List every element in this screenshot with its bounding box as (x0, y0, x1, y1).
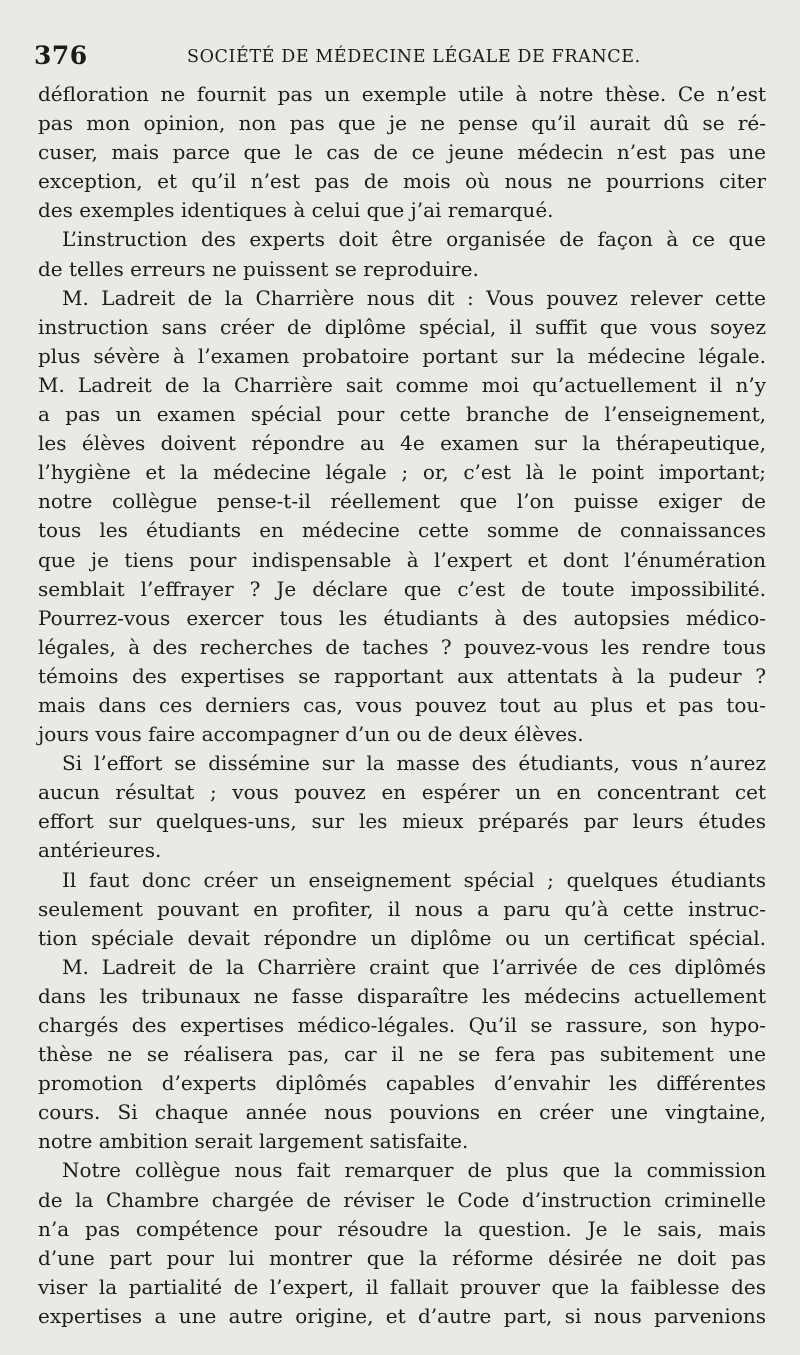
text-line: d’une part pour lui montrer que la réforme désirée ne doit pas (38, 1245, 766, 1270)
text-line: exception, et qu’il n’est pas de mois où nous ne pourrions citer (38, 169, 766, 194)
text-line: promotion d’experts diplômés capables d’envahir les différentes (38, 1071, 766, 1096)
text-line: que je tiens pour indispensable à l’expert et dont l’énumération (38, 547, 766, 572)
text-line: antérieures. (38, 838, 162, 863)
text-line: a pas un examen spécial pour cette branche de l’enseignement, (38, 402, 766, 427)
text-line: aucun résultat ; vous pouvez en espérer un en concentrant cet (38, 780, 766, 805)
text-line: tous les étudiants en médecine cette somme de connaissances (38, 518, 766, 543)
text-line: cuser, mais parce que le cas de ce jeune médecin n’est pas une (38, 140, 766, 165)
text-line: pas mon opinion, non pas que je ne pense qu’il aurait dû se ré- (38, 111, 766, 136)
text-line: tion spéciale devait répondre un diplôme ou un certificat spécial. (38, 925, 766, 950)
text-line: instruction sans créer de diplôme spécial, il suffit que vous soyez (38, 314, 766, 339)
text-line: seulement pouvant en profiter, il nous a paru qu’à cette instruc- (38, 896, 766, 921)
text-line: de telles erreurs ne puissent se reproduire. (38, 256, 479, 281)
text-line: plus sévère à l’examen probatoire portant sur la médecine légale. (38, 343, 766, 368)
text-line: n’a pas compétence pour résoudre la question. Je le sais, mais (38, 1216, 766, 1241)
text-line: thèse ne se réalisera pas, car il ne se fera pas subitement une (38, 1042, 766, 1067)
running-title: SOCIÉTÉ DE MÉDECINE LÉGALE DE FRANCE. (187, 47, 641, 67)
text-line: chargés des expertises médico-légales. Qu’il se rassure, son hypo- (38, 1013, 766, 1037)
text-line: l’hygiène et la médecine légale ; or, c’est là le point important; (38, 460, 766, 485)
text-line: viser la partialité de l’expert, il fallait prouver que la faiblesse des (38, 1274, 766, 1299)
text-line: les élèves doivent répondre au 4e examen sur la thérapeutique, (38, 431, 766, 456)
page-number: 376 (34, 41, 88, 70)
text-line: L’instruction des experts doit être organisée de façon à ce que (62, 227, 766, 252)
text-line: effort sur quelques-uns, sur les mieux préparés par leurs études (38, 809, 766, 834)
text-line: jours vous faire accompagner d’un ou de deux élèves. (38, 722, 584, 747)
text-line: M. Ladreit de la Charrière nous dit : Vous pouvez relever cette (62, 285, 766, 310)
text-line: semblait l’effrayer ? Je déclare que c’est de toute impossibilité. (38, 576, 766, 601)
text-line: témoins des expertises se rapportant aux attentats à la pudeur ? (38, 663, 766, 688)
text-line: légales, à des recherches de taches ? pouvez-vous les rendre tous (38, 634, 766, 659)
body-text (38, 80, 766, 1331)
text-line: notre ambition serait largement satisfaite. (38, 1129, 469, 1154)
text-line: cours. Si chaque année nous pouvions en créer une vingtaine, (38, 1100, 766, 1125)
page-header (34, 41, 764, 77)
text-line: M. Ladreit de la Charrière sait comme moi qu’actuellement il n’y (38, 372, 766, 397)
text-line: Si l’effort se dissémine sur la masse des étudiants, vous n’aurez (62, 751, 766, 776)
text-line: de la Chambre chargée de réviser le Code d’instruction criminelle (38, 1187, 766, 1212)
text-line: notre collègue pense-t-il réellement que l’on puisse exiger de (38, 489, 766, 514)
text-line: Pourrez-vous exercer tous les étudiants à des autopsies médico- (38, 605, 766, 630)
text-line: dans les tribunaux ne fasse disparaître les médecins actuellement (38, 983, 766, 1008)
text-line: défloration ne fournit pas un exemple utile à notre thèse. Ce n’est (38, 82, 766, 106)
text-line: mais dans ces derniers cas, vous pouvez tout au plus et pas tou- (38, 692, 766, 717)
text-line: Notre collègue nous fait remarquer de plus que la commission (62, 1158, 766, 1183)
text-line: M. Ladreit de la Charrière craint que l’arrivée de ces diplômés (62, 954, 766, 979)
text-line: des exemples identiques à celui que j’ai remarqué. (38, 198, 554, 223)
text-line: expertises a une autre origine, et d’autre part, si nous parvenions (38, 1303, 766, 1328)
text-line: Il faut donc créer un enseignement spécial ; quelques étudiants (62, 867, 766, 892)
